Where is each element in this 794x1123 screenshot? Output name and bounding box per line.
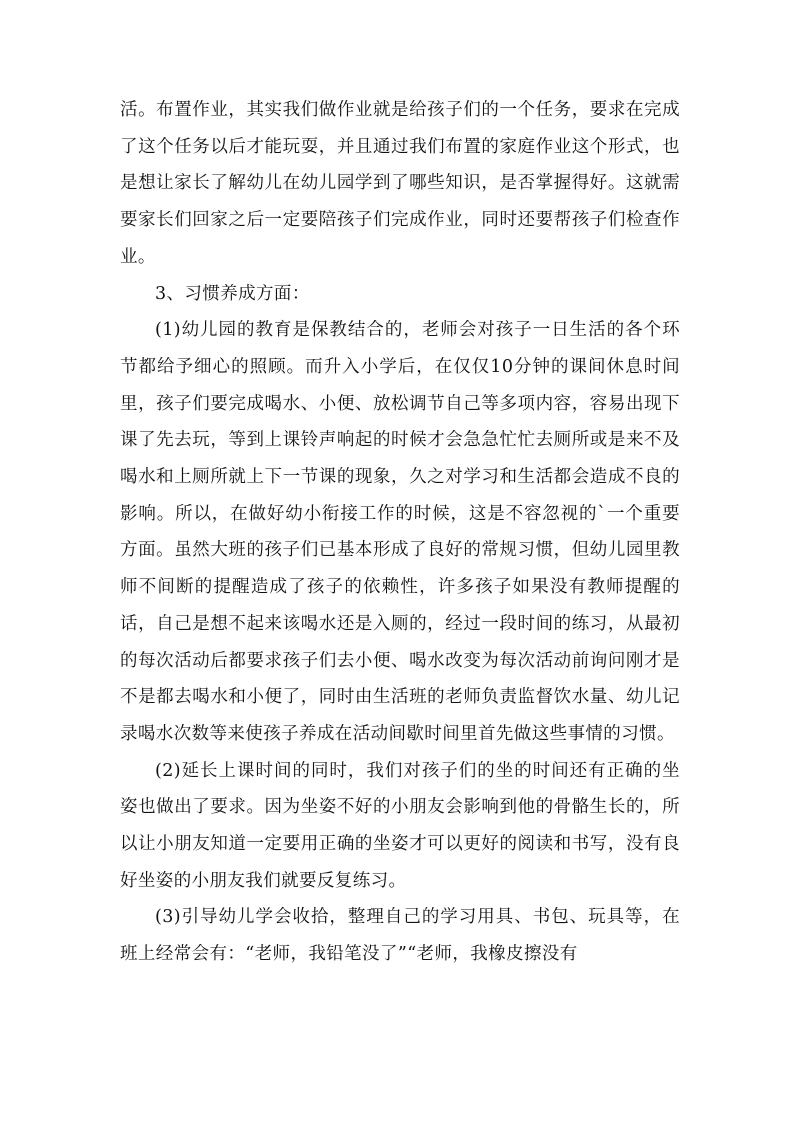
section-heading-habits: 3、习惯养成方面： xyxy=(155,283,310,304)
paragraph-homework-continuation: 活。布置作业，其实我们做作业就是给孩子们的一个任务，要求在完成了这个任务以后才能玩耍，并且通过我们布置的家庭作业这个形式，也是想让家长了解幼儿在幼儿园学到了哪些知识，是否掌握得好。这就需要家长们回家之后一定要陪孩子们完成作业，同时还要帮孩子们检查作业。 xyxy=(120,100,680,267)
document-body xyxy=(120,92,680,973)
paragraph-habit-2: (2)延长上课时间的同时，我们对孩子们的坐的时间还有正确的坐姿也做出了要求。因为坐姿不好的小朋友会影响到他的骨骼生长的，所以让小朋友知道一定要用正确的坐姿才可以更好的阅读和书写，没有良好坐姿的小朋友我们就要反复练习。 xyxy=(120,760,680,891)
paragraph-habit-1: (1)幼儿园的教育是保教结合的，老师会对孩子一日生活的各个环节都给予细心的照顾。而升入小学后，在仅仅10分钟的课间休息时间里，孩子们要完成喝水、小便、放松调节自己等多项内容，容易出现下课了先去玩，等到上课铃声响起的时候才会急急忙忙去厕所或是来不及喝水和上厕所就上下一节课的现象，久之对学习和生活都会造成不良的影响。所以，在做好幼小衔接工作的时候，这是不容忽视的`一个重要方面。虽然大班的孩子们已基本形成了良好的常规习惯，但幼儿园里教师不间断的提醒造成了孩子的依赖性，许多孩子如果没有教师提醒的话，自己是想不起来该喝水还是入厕的，经过一段时间的练习，从最初的每次活动后都要求孩子们去小便、喝水改变为每次活动前询问刚才是不是都去喝水和小便了，同时由生活班的老师负责监督饮水量、幼儿记录喝水次数等来使孩子养成在活动间歇时间里首先做这些事情的习惯。 xyxy=(120,320,680,744)
paragraph-habit-3: (3)引导幼儿学会收拾，整理自己的学习用具、书包、玩具等，在班上经常会有：“老师，我铅笔没了”“老师，我橡皮擦没有 xyxy=(120,907,680,965)
